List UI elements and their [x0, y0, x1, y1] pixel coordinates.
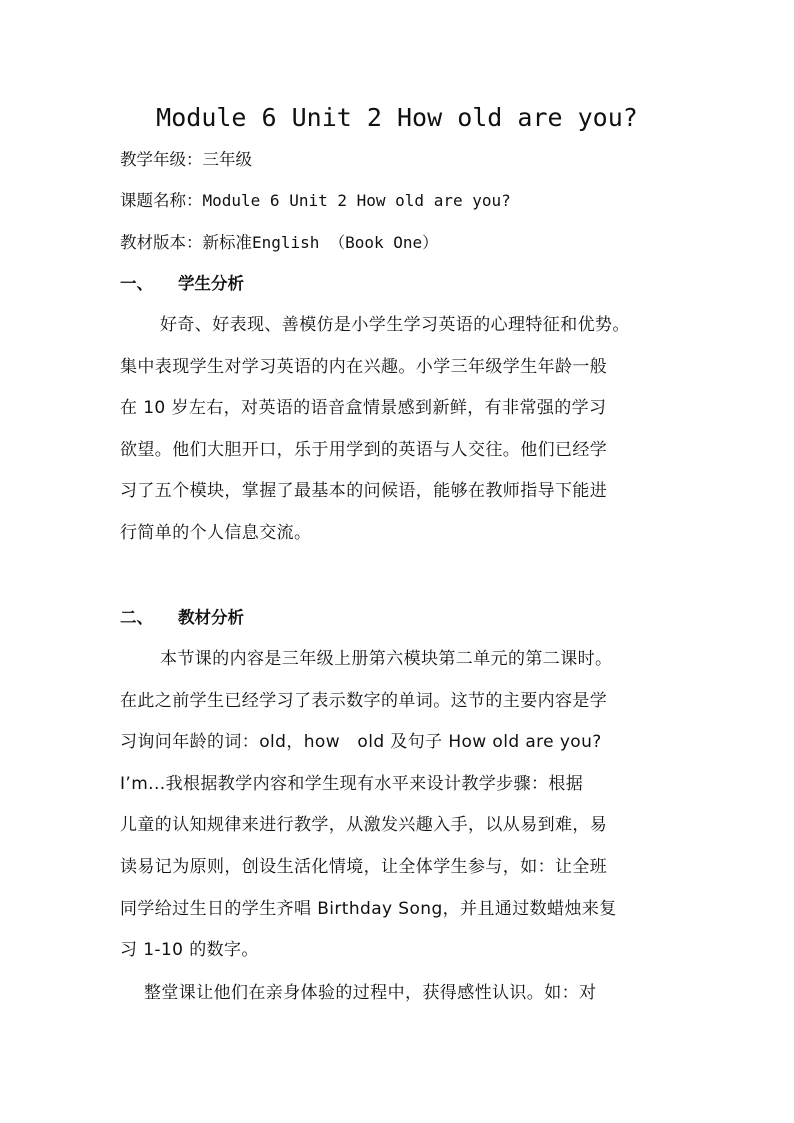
paragraph-line: 欲望。他们大胆开口，乐于用学到的英语与人交往。他们已经学: [120, 439, 608, 460]
meta-edition-label: 教材版本：: [120, 233, 203, 252]
meta-edition-value-en: English （Book One）: [252, 233, 439, 252]
section-1-paragraph: [120, 305, 674, 555]
section-number-2: 二、: [120, 608, 153, 627]
paragraph-line: 在此之前学生已经学习了表示数字的单词。这节的主要内容是学: [120, 690, 608, 711]
paragraph-line: 在 10 岁左右，对英语的语音盒情景感到新鲜，有非常强的学习: [120, 398, 607, 419]
section-heading-1: [120, 271, 244, 297]
section-title-2: 教材分析: [178, 608, 244, 627]
paragraph-line: 同学给过生日的学生齐唱 Birthday Song，并且通过数蜡烛来复: [120, 898, 617, 919]
meta-edition-value-cn: 新标准: [202, 233, 252, 252]
section-title-1: 学生分析: [178, 274, 244, 293]
paragraph-line: 习询问年龄的词：old，how old 及句子 How old are you?: [120, 732, 602, 753]
paragraph-line: 读易记为原则，创设生活化情境，让全体学生参与，如：让全班: [120, 856, 608, 877]
paragraph-line: 好奇、好表现、善模仿是小学生学习英语的心理特征和优势。: [160, 315, 630, 335]
paragraph-line: 行简单的个人信息交流。: [120, 522, 312, 543]
meta-topic-label: 课题名称：: [120, 191, 203, 210]
paragraph-line: 习了五个模块，掌握了最基本的问候语，能够在教师指导下能进: [120, 481, 608, 502]
meta-grade-label: 教学年级：: [120, 150, 203, 169]
meta-grade-value: 三年级: [202, 150, 252, 169]
paragraph-line: 儿童的认知规律来进行教学，从激发兴趣入手，以从易到难，易: [120, 815, 608, 836]
paragraph-line: 集中表现学生对学习英语的内在兴趣。小学三年级学生年龄一般: [120, 356, 608, 377]
paragraph-line: 本节课的内容是三年级上册第六模块第二单元的第二课时。: [160, 649, 613, 669]
section-heading-2: [120, 605, 244, 631]
paragraph-line: 整堂课让他们在亲身体验的过程中，获得感性认识。如：对: [144, 983, 597, 1003]
document-title: Module 6 Unit 2 How old are you?: [156, 103, 638, 132]
meta-grade: [120, 147, 252, 173]
paragraph-line: 习 1-10 的数字。: [120, 940, 259, 961]
meta-topic: [120, 188, 511, 214]
meta-topic-value: Module 6 Unit 2 How old are you?: [202, 191, 511, 210]
section-2-paragraph-continued: [120, 973, 674, 1015]
meta-edition: [120, 230, 438, 256]
paragraph-line: I’m...我根据教学内容和学生现有水平来设计教学步骤：根据: [120, 773, 584, 794]
section-number-1: 一、: [120, 274, 153, 293]
section-2-paragraph: [120, 639, 674, 972]
